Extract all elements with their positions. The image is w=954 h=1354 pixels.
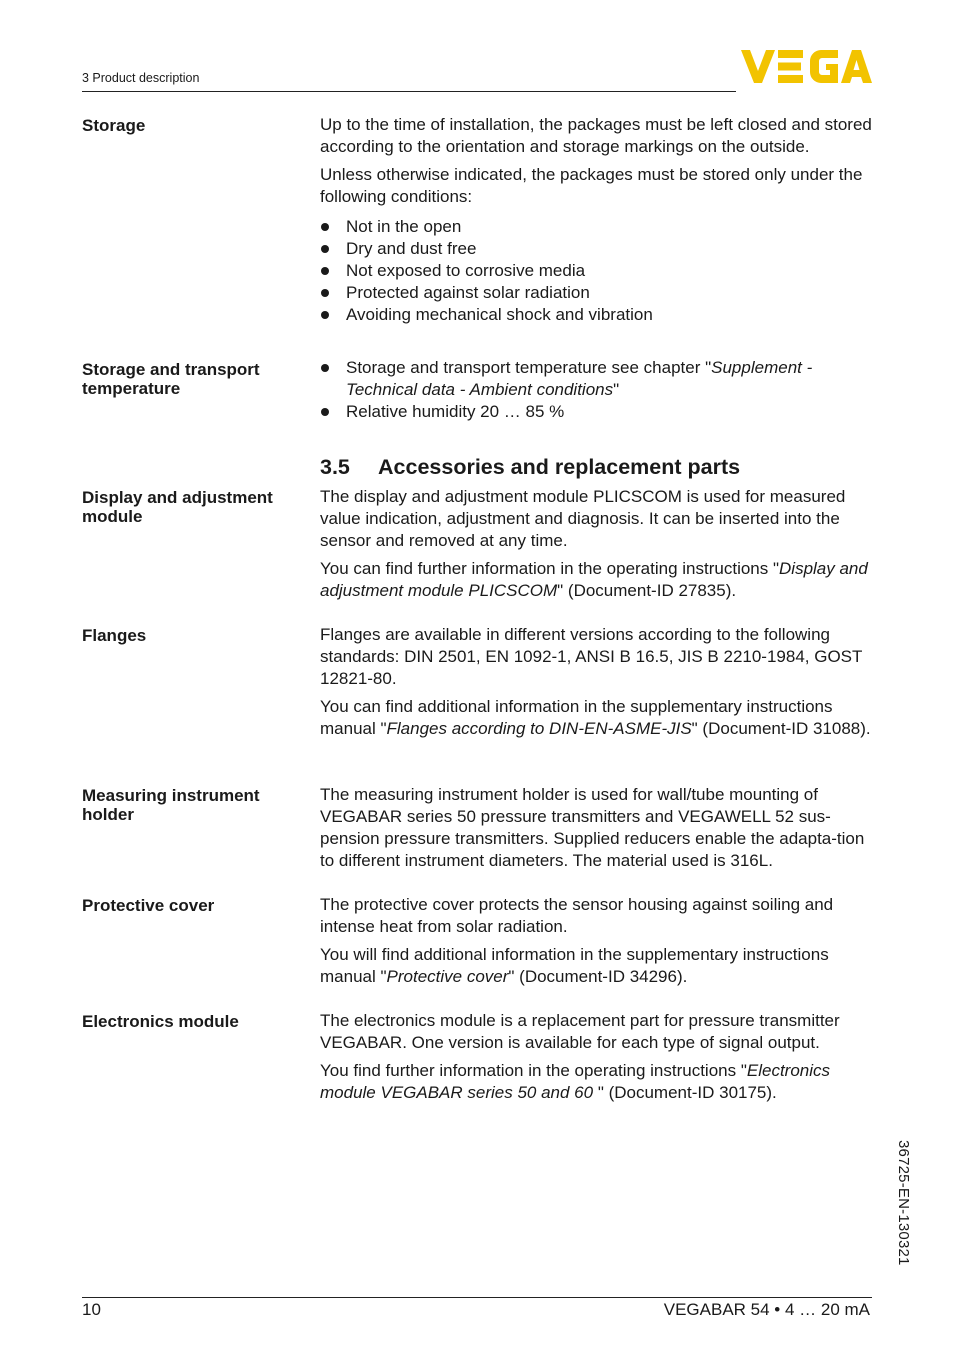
cover-paragraph-2: You will find additional information in the supplementary instructions manual "Protective cover" (Document-ID 34296). — [320, 945, 829, 986]
list-item: Protected against solar radiation — [320, 282, 880, 304]
running-header: 3 Product description — [82, 71, 200, 85]
section-number: 3.5 — [320, 455, 350, 479]
document-title: Electronics module VEGABAR series 50 and 60 — [320, 1061, 831, 1102]
chapter-reference: Supplement - Technical data - Ambient conditions — [346, 358, 813, 399]
storage-temp-list — [320, 357, 880, 423]
electronics-content — [320, 1010, 880, 1110]
section-title: Accessories and replacement parts — [378, 455, 741, 479]
electronics-label: Electronics module — [82, 1012, 239, 1031]
holder-label: Measuring instrument holder — [82, 786, 260, 824]
header-rule — [82, 91, 736, 92]
vega-logo-mark — [741, 50, 872, 83]
cover-content — [320, 894, 880, 994]
electronics-paragraph-1: The electronics module is a replacement part for pressure transmitter VEGABAR. One version is available for each type of signal output. — [320, 1011, 840, 1052]
vega-logo — [741, 50, 872, 83]
holder-paragraph-1: The measuring instrument holder is used for wall/tube mounting of VEGABAR series 50 pressure transmitters and VEGAWELL 52 sus-pension pressure transmitters. Supplied reducers enable the adapta-tion to different instrument diameters. The material used is 316L. — [320, 785, 865, 870]
list-item: Avoiding mechanical shock and vibration — [320, 304, 880, 326]
display-module-content — [320, 486, 880, 608]
flanges-content — [320, 624, 880, 746]
cover-label: Protective cover — [82, 896, 215, 915]
display-module-paragraph-1: The display and adjustment module PLICSCOM is used for measured value indication, adjustment and diagnosis. It can be inserted into the sensor and removed at any time. — [320, 487, 846, 550]
footer-product-name: VEGABAR 54 • 4 … 20 mA — [663, 1300, 870, 1319]
flanges-label: Flanges — [82, 626, 147, 645]
list-item: Relative humidity 20 … 85 % — [320, 401, 880, 423]
flanges-paragraph-1: Flanges are available in different versions according to the following standards: DIN 2501, EN 1092-1, ANSI B 16.5, JIS B 2210-1984, GOST 12821-80. — [320, 625, 863, 688]
storage-paragraph-2: Unless otherwise indicated, the packages must be stored only under the following conditions: — [320, 165, 863, 206]
storage-temp-content — [320, 357, 880, 423]
flanges-paragraph-2: You can find additional information in the supplementary instructions manual "Flanges according to DIN-EN-ASME-JIS" (Document-ID 31088). — [320, 697, 871, 738]
list-item: Dry and dust free — [320, 238, 880, 260]
list-item: Not in the open — [320, 216, 880, 238]
display-module-paragraph-2: You can find further information in the operating instructions "Display and adjustment module PLICSCOM" (Document-ID 27835). — [320, 559, 868, 600]
footer-rule — [82, 1297, 872, 1298]
display-module-label: Display and adjustment module — [82, 488, 273, 526]
storage-conditions-list — [320, 216, 880, 326]
storage-paragraph-1: Up to the time of installation, the packages must be left closed and stored according to the orientation and storage markings on the outside. — [320, 115, 872, 156]
document-id: 36725-EN-130321 — [895, 1140, 912, 1266]
cover-paragraph-1: The protective cover protects the sensor housing against soiling and intense heat from solar radiation. — [320, 895, 834, 936]
list-item: Not exposed to corrosive media — [320, 260, 880, 282]
list-item: Storage and transport temperature see chapter "Supplement - Technical data - Ambient conditions" — [320, 357, 880, 401]
document-title: Display and adjustment module PLICSCOM — [320, 559, 868, 600]
electronics-paragraph-2: You find further information in the operating instructions "Electronics module VEGABAR series 50 and 60 " (Document-ID 30175). — [320, 1061, 831, 1102]
holder-content — [320, 784, 880, 878]
section-heading — [320, 454, 740, 480]
storage-temp-label: Storage and transport temperature — [82, 360, 260, 398]
document-title: Flanges according to DIN-EN-ASME-JIS — [386, 719, 692, 738]
storage-label: Storage — [82, 116, 146, 135]
document-title: Protective cover — [386, 967, 509, 986]
storage-content — [320, 114, 880, 326]
page-number: 10 — [82, 1300, 101, 1319]
